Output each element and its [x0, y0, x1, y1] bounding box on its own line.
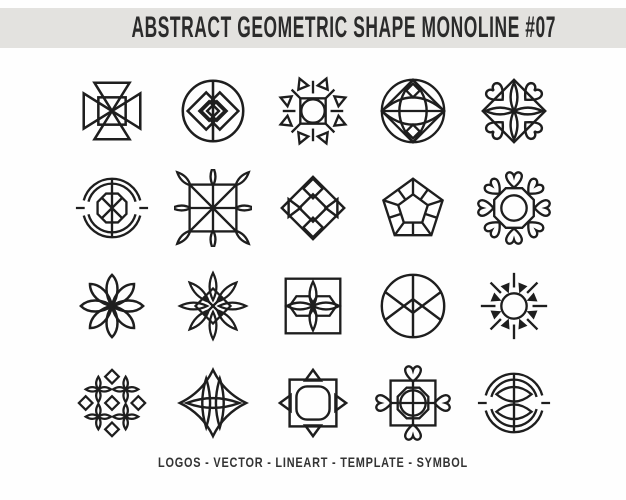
shapes-grid: [62, 62, 564, 452]
shape-cell: [62, 160, 162, 258]
lens-flower-icon: [174, 267, 252, 345]
shape-cell: [263, 257, 363, 355]
shape-cell: [464, 160, 564, 258]
octagon-cross-hearts-icon: [374, 364, 452, 442]
cushion-square-icon: [274, 364, 352, 442]
globe-lenses-icon: [475, 364, 553, 442]
shape-cell: [263, 355, 363, 453]
flower-quartet-icon: [73, 364, 151, 442]
triangle-cross-icon: [73, 72, 151, 150]
diamond-petal-cross-icon: [475, 72, 553, 150]
framed-flower-icon: [274, 267, 352, 345]
pentagon-gem-icon: [374, 169, 452, 247]
shape-cell: [363, 62, 463, 160]
shape-cell: [363, 257, 463, 355]
footer-caption: LOGOS - VECTOR - LINEART - TEMPLATE - SYMBOL: [158, 454, 468, 470]
shape-cell: [62, 355, 162, 453]
shape-cell: [464, 355, 564, 453]
ray-sun-icon: [475, 267, 553, 345]
chevron-globe-icon: [374, 267, 452, 345]
circle-twin-diamonds-icon: [174, 72, 252, 150]
shape-cell: [62, 62, 162, 160]
target-octagon-icon: [73, 169, 151, 247]
shape-cell: [62, 257, 162, 355]
shape-cell: [263, 62, 363, 160]
shape-cell: [162, 257, 262, 355]
shape-cell: [464, 257, 564, 355]
shape-cell: [363, 355, 463, 453]
shape-cell: [162, 355, 262, 453]
pinwheel-square-icon: [174, 169, 252, 247]
page-title: ABSTRACT GEOMETRIC SHAPE MONOLINE #07: [131, 11, 557, 44]
circle-gem-icon: [374, 72, 452, 150]
shape-cell: [263, 160, 363, 258]
shape-cell: [363, 160, 463, 258]
shape-cell: [464, 62, 564, 160]
heart-rosette-icon: [475, 169, 553, 247]
shape-cell: [162, 62, 262, 160]
shape-cell: [162, 160, 262, 258]
square-sunburst-icon: [274, 72, 352, 150]
diamond-gem-icon: [274, 169, 352, 247]
title-band: [0, 8, 626, 48]
eight-petal-flower-icon: [73, 267, 151, 345]
star-vesica-icon: [174, 364, 252, 442]
